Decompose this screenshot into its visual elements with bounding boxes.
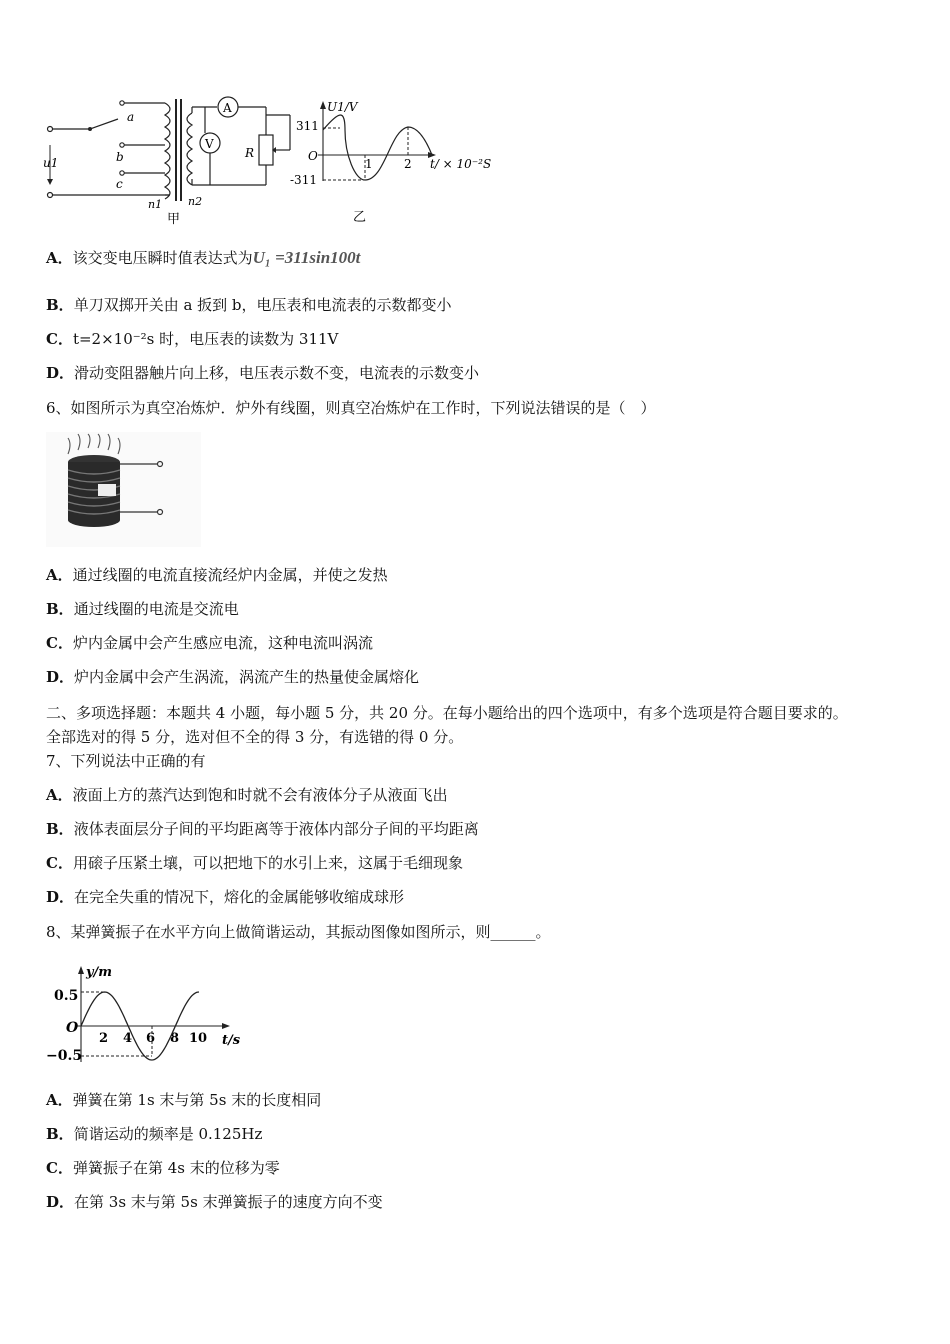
q6-option-b: B．通过线圈的电流是交流电: [46, 600, 239, 618]
transformer-circuit-figure: [40, 95, 500, 230]
q6-stem: 6、如图所示为真空冶炼炉．炉外有线圈，则真空冶炼炉在工作时，下列说法错误的是（ ）: [46, 399, 656, 417]
q5-formula: U₁ =311sin100t: [252, 248, 361, 267]
q5-option-a: A．该交变电压瞬时值表达式为U₁ =311sin100t: [46, 248, 361, 267]
sine-curve: [323, 115, 432, 180]
tick-0.5: 0.5: [54, 988, 79, 1004]
u1-axis-label: U1/V: [327, 100, 358, 114]
label-a: a: [127, 110, 135, 124]
ammeter-label: A: [223, 101, 232, 115]
tick-4: 4: [123, 1031, 133, 1046]
section2-line1: 二、多项选择题：本题共 4 小题，每小题 5 分，共 20 分。在每小题给出的四个选项中，有多个选项是符合题目要求的。: [46, 704, 848, 722]
voltmeter-label: V: [205, 137, 214, 151]
label-c: c: [116, 177, 123, 191]
q8-stem: 8、某弹簧振子在水平方向上做简谐运动，其振动图像如图所示，则______。: [46, 923, 551, 941]
q7-option-b: B．液体表面层分子间的平均距离等于液体内部分子间的平均距离: [46, 820, 479, 838]
origin-label: O: [308, 149, 318, 163]
q5-option-b: B．单刀双掷开关由 a 扳到 b，电压表和电流表的示数都变小: [46, 296, 452, 314]
voltage-waveform-chart: [290, 100, 491, 225]
tick-2: 2: [99, 1031, 109, 1046]
time-axis-label: t/ × 10⁻²S: [430, 157, 492, 171]
u1-label: u1: [43, 156, 59, 170]
tick-neg0.5: −0.5: [46, 1048, 83, 1064]
q8-option-b: B．简谐运动的频率是 0.125Hz: [46, 1125, 263, 1143]
tick-1: 1: [365, 157, 373, 171]
q8-option-d: D．在第 3s 末与第 5s 末弹簧振子的速度方向不变: [46, 1193, 383, 1211]
tick-8: 8: [170, 1031, 180, 1046]
n2-label: n2: [188, 195, 203, 208]
q7-option-d: D．在完全失重的情况下，熔化的金属能够收缩成球形: [46, 888, 405, 906]
t-axis-label: t/s: [222, 1033, 241, 1048]
q5-option-c: C．t=2×10⁻²s 时，电压表的读数为 311V: [46, 330, 339, 348]
q8-option-c: C．弹簧振子在第 4s 末的位移为零: [46, 1159, 280, 1177]
label-jia: 甲: [167, 212, 181, 227]
section2-line2: 全部选对的得 5 分，选对但不全的得 3 分，有选错的得 0 分。: [46, 728, 464, 746]
y-axis-label: y/m: [86, 965, 113, 980]
tick-10: 10: [189, 1031, 208, 1046]
rheostat: [259, 135, 273, 165]
q5-option-d: D．滑动变阻器触片向上移，电压表示数不变，电流表的示数变小: [46, 364, 480, 382]
q6-option-d: D．炉内金属中会产生涡流，涡流产生的热量使金属熔化: [46, 668, 420, 686]
tick-neg311: -311: [290, 173, 317, 187]
vacuum-furnace-figure: [46, 432, 201, 547]
q8-option-a: A．弹簧在第 1s 末与第 5s 末的长度相同: [46, 1091, 322, 1109]
q7-option-c: C．用磙子压紧土壤，可以把地下的水引上来，这属于毛细现象: [46, 854, 463, 872]
label-yi: 乙: [353, 210, 367, 225]
n1-label: n1: [148, 198, 163, 211]
q6-option-c: C．炉内金属中会产生感应电流，这种电流叫涡流: [46, 634, 373, 652]
origin-label: O: [66, 1020, 79, 1036]
label-b: b: [116, 150, 124, 164]
oscillation-graph: [46, 962, 246, 1072]
r-label: R: [245, 146, 255, 160]
tick-311: 311: [296, 119, 319, 133]
tick-6: 6: [146, 1031, 156, 1046]
q7-option-a: A．液面上方的蒸汽达到饱和时就不会有液体分子从液面飞出: [46, 786, 448, 804]
q6-option-a: A．通过线圈的电流直接流经炉内金属，并使之发热: [46, 566, 388, 584]
tick-2: 2: [404, 157, 412, 171]
q7-stem: 7、下列说法中正确的有: [46, 752, 206, 770]
